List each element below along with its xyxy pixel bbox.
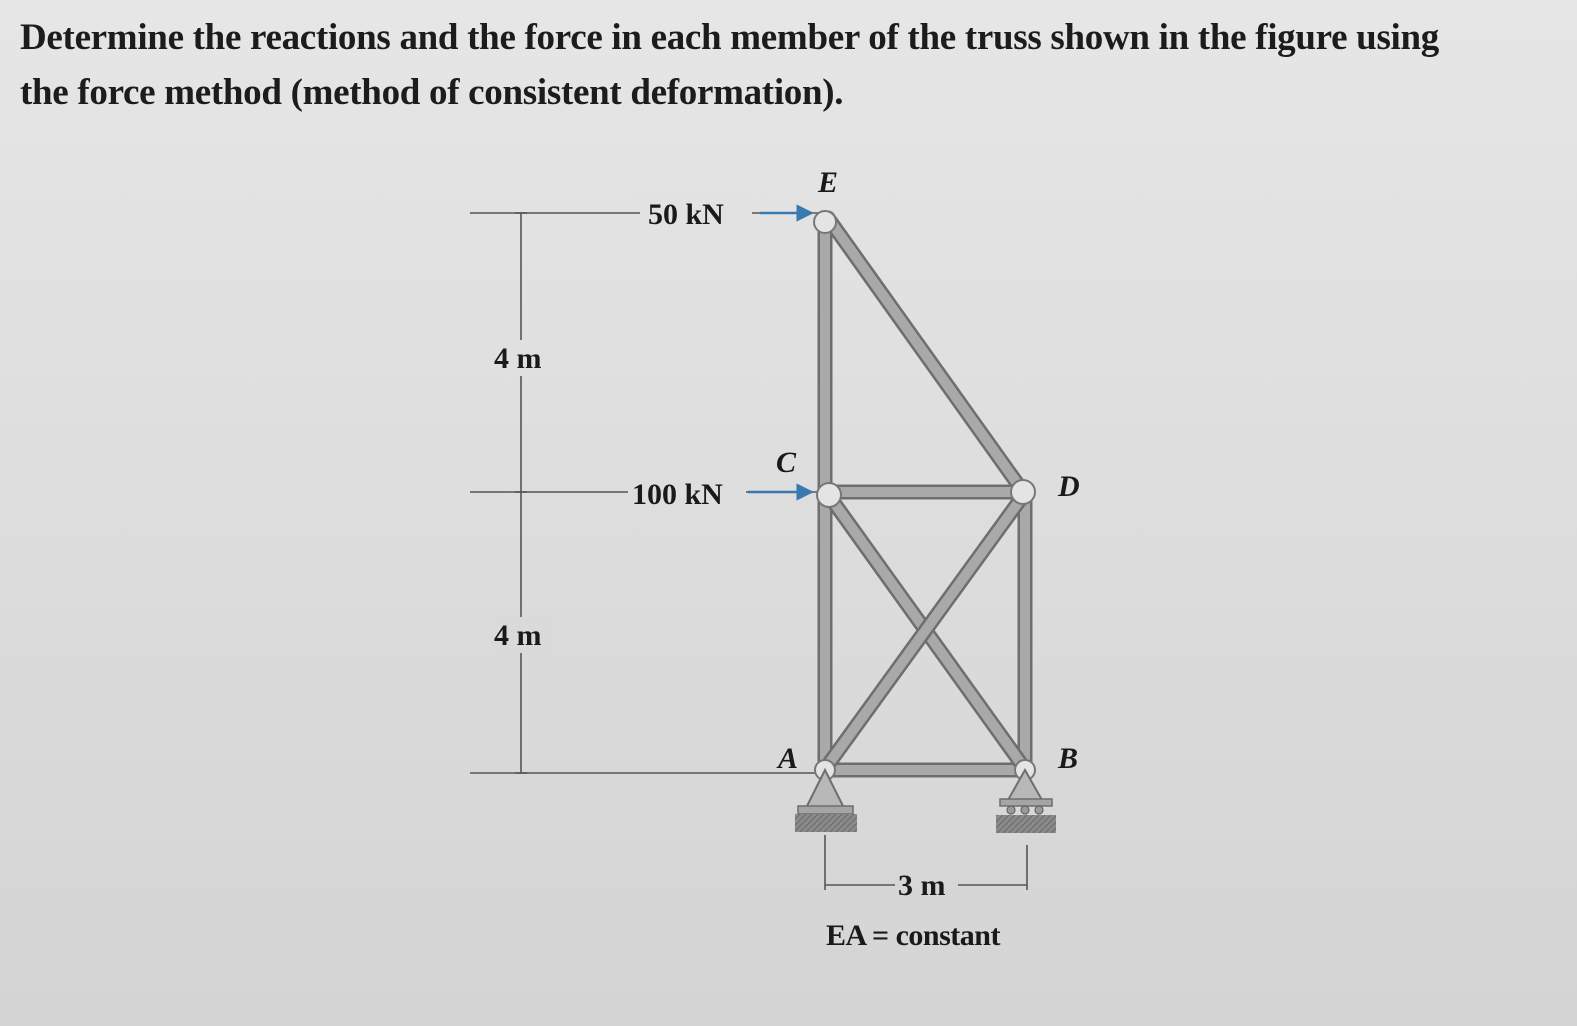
stiffness-note: EA = constant — [826, 919, 1000, 952]
node-label-d: D — [1058, 470, 1080, 503]
pin-support-a — [795, 770, 857, 832]
joint-e — [814, 211, 836, 233]
load-label-100kn: 100 kN — [632, 478, 723, 511]
member-ed — [828, 218, 1022, 490]
node-label-e: E — [818, 166, 839, 199]
load-label-50kn: 50 kN — [648, 198, 724, 231]
truss-members — [825, 218, 1025, 770]
problem-line-2: the force method (method of consistent deformation). — [20, 72, 844, 113]
node-label-a: A — [778, 742, 799, 775]
joint-c — [817, 483, 841, 507]
dimension-label-width: 3 m — [898, 869, 946, 902]
dimension-label-upper: 4 m — [494, 342, 542, 375]
joint-d — [1011, 480, 1035, 504]
node-label-c: C — [776, 446, 797, 479]
node-label-b: B — [1058, 742, 1079, 775]
problem-line-1: Determine the reactions and the force in each member of the truss shown in the figure using — [20, 17, 1440, 58]
roller-support-b — [996, 770, 1056, 833]
dimension-label-lower: 4 m — [494, 619, 542, 652]
